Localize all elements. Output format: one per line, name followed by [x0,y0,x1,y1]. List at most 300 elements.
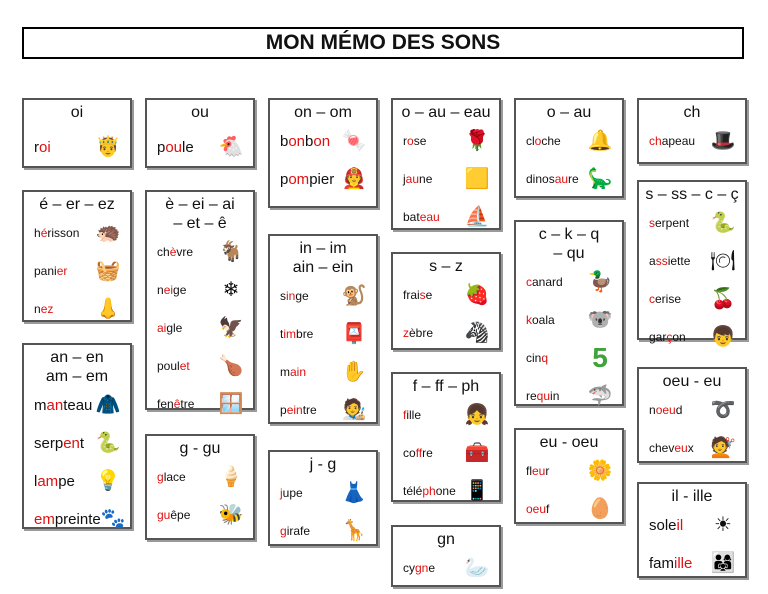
example-word [280,524,310,538]
example-word [280,289,309,303]
example-word [403,210,440,224]
dinosaur-icon: 🦕 [587,168,613,190]
sound-letters: em [34,510,55,528]
example-word [526,134,561,148]
sound-letters: q [541,351,549,365]
sound-letters: ch [649,134,662,148]
example-word [526,351,548,365]
sun-icon: ☀ [714,514,732,536]
sound-card-f-ff-ph [391,372,501,502]
word-letters: êpe [170,508,191,522]
sound-letters: ein [286,403,303,417]
cherry-icon: 🍒 [710,288,736,310]
word-letters: t [79,434,85,452]
example-word [157,359,190,373]
sound-heading: eu - oeu [539,434,599,451]
rose-icon: 🌹 [464,130,490,152]
sound-letters: et [179,359,190,373]
example-word [157,397,194,411]
sound-heading: ch [683,104,701,121]
example-word [280,403,317,417]
example-row [147,271,253,309]
word-letters: p [280,403,287,417]
flower-icon: 🌼 [587,460,613,482]
sound-letters: il [676,516,684,534]
example-row [393,276,499,314]
example-row [639,280,745,318]
word-letters: tre [180,397,195,411]
chest-icon: 🧰 [464,442,490,464]
word-letters: pe [58,472,75,490]
word-letters: x [687,441,694,455]
sound-letters: eu [532,464,546,478]
example-word [403,408,421,422]
goat-icon: 🐐 [218,241,244,263]
example-word [649,441,694,455]
example-row [393,549,499,587]
word-letters: a [649,254,656,268]
example-row [393,122,499,160]
hat-icon: 🎩 [710,130,736,152]
hair-icon: 💇 [710,437,736,459]
example-row [24,462,130,500]
sound-card-in-im [268,234,378,424]
hedgehog-icon: 🦔 [95,222,121,244]
boy-icon: 👦 [710,326,736,348]
sound-card-oi [22,98,132,168]
example-word [157,139,194,156]
duck-icon: 🦆 [587,271,613,293]
word-letters: ille [406,408,422,422]
sound-heading: o – au [546,104,592,121]
example-row [24,386,130,424]
word-letters: erise [655,292,682,306]
sound-card-on-om [268,98,378,208]
example-row [393,396,499,434]
word-letters: frai [403,288,420,302]
example-row [639,544,745,582]
word-letters: m [280,365,290,379]
sound-letters: j [280,486,283,500]
sound-card-s-z [391,252,501,350]
word-letters: p [280,170,289,188]
sound-letters: ille [674,554,693,572]
ice-cream-icon: 🍦 [218,466,244,488]
sound-heading: o – au – eau [401,104,491,121]
sound-heading: f – ff – ph [412,378,480,395]
word-letters: chev [649,441,675,455]
sound-heading: gn [437,531,455,548]
example-word [403,172,432,186]
example-word [403,484,456,498]
word-letters: e [425,288,433,302]
girl-icon: 👧 [464,404,490,426]
word-letters: lace [163,470,186,484]
word-letters: d [675,403,683,417]
example-word [649,216,689,230]
example-word [526,313,555,327]
word-letters: serp [34,434,64,452]
word-letters: vre [176,245,194,259]
sound-letters: qu [536,389,551,403]
koala-icon: 🐨 [587,309,613,331]
word-letters: one [435,484,456,498]
sound-letters: im [283,327,297,341]
sound-letters: en [63,434,80,452]
word-letters: co [403,446,416,460]
sound-letters: è [169,245,177,259]
sound-heading: ou [191,104,209,121]
coat-icon: 🧥 [95,394,121,416]
example-row [639,204,745,242]
example-word [526,172,579,186]
roast-chicken-icon: 🍗 [218,355,244,377]
word-letters: télé [403,484,423,498]
sound-letters: ph [422,484,436,498]
sound-card-il-ille [637,482,747,578]
word-letters: on [672,330,686,344]
word-letters: irafe [286,524,311,538]
sound-letters: g [280,524,287,538]
sound-letters: au [554,172,569,186]
example-word [280,133,330,150]
example-row [639,242,745,280]
word-letters: bat [403,210,420,224]
sound-card-c-k-q [514,220,624,406]
example-word [34,264,67,278]
sound-heading: oeu - eu [662,373,722,390]
king-icon: 🤴 [95,136,121,158]
example-word [649,330,686,344]
example-row [516,377,622,415]
example-row [147,385,253,423]
example-word [403,446,433,460]
example-word [526,502,549,516]
example-word [157,245,193,259]
candy-icon: 🍬 [341,130,367,152]
word-letters: sole [649,516,677,534]
sound-letters: oi [39,138,51,156]
word-letters: bre [296,327,314,341]
word-letters: j [403,172,406,186]
example-row [270,391,376,429]
sound-heading: on – om [294,104,352,121]
sound-letters: gu [157,508,171,522]
sound-card-o-au [514,98,624,198]
example-row [270,512,376,550]
example-word [34,397,92,414]
sound-letters: eau [419,210,440,224]
word-letters: p [157,138,166,156]
example-row [516,122,622,160]
sound-letters: g [157,470,164,484]
word-letters: che [541,134,561,148]
sound-letters: s [419,288,426,302]
example-row [639,318,745,356]
sound-card-an-en [22,343,132,529]
example-row [147,496,253,534]
word-letters: re [422,446,433,460]
word-letters: anard [532,275,563,289]
giraffe-icon: 🦒 [341,520,367,542]
word-letters: le [182,138,194,156]
swan-icon: 🦢 [464,557,490,579]
example-word [403,288,432,302]
example-word [157,470,186,484]
word-letters: preinte [54,510,101,528]
word-letters: fl [526,464,532,478]
sound-letters: on [313,132,331,150]
example-word [157,321,182,335]
word-letters: n [157,283,164,297]
sound-letters: ei [163,283,174,297]
example-word [526,389,559,403]
example-row [639,506,745,544]
word-letters: ge [295,289,309,303]
sound-letters: ff [415,446,423,460]
sound-card-eu-oeu [514,428,624,524]
example-row [639,429,745,467]
example-row [270,160,376,198]
word-letters: l [34,472,38,490]
sound-card-e-er-ez [22,190,132,322]
example-row [639,391,745,429]
sound-letters: om [288,170,310,188]
yellow-swatch-icon: 🟨 [464,168,490,190]
word-letters: h [34,226,41,240]
window-icon: 🪟 [218,393,244,415]
sound-letters: z [403,326,409,340]
sound-card-ou [145,98,255,168]
sound-card-ch [637,98,747,164]
paw-print-icon: 🐾 [100,508,126,530]
word-letters: r [545,464,550,478]
example-word [280,486,303,500]
example-word [280,171,334,188]
sound-letters: ou [165,138,183,156]
example-row [516,160,622,198]
boat-icon: ⛵ [464,206,490,228]
word-letters: gle [166,321,183,335]
sound-heading: é – er – ez [39,196,115,213]
sound-card-e-ei-ai [145,190,255,415]
basket-icon: 🧺 [95,260,121,282]
word-letters: in [550,389,560,403]
egg-icon: 🥚 [587,498,613,520]
word-letters: t [280,327,284,341]
example-row [147,128,253,166]
sound-letters: ê [173,397,181,411]
word-letters: ch [157,245,170,259]
sound-letters: o [407,134,414,148]
sound-heading: g - gu [179,440,221,457]
hand-icon: ✋ [341,361,367,383]
example-word [34,473,75,490]
number-five-icon: 5 [592,342,608,373]
word-letters: ge [173,283,187,297]
sound-letters: eu [674,441,688,455]
page-title: MON MÉMO DES SONS [22,27,744,59]
word-letters: e [428,561,436,575]
example-word [34,302,53,316]
example-word [403,326,433,340]
example-row [270,315,376,353]
sound-letters: s [649,216,655,230]
example-row [516,339,622,377]
example-row [393,160,499,198]
sound-letters: gn [415,561,429,575]
sound-letters: ai [157,321,167,335]
sound-letters: ez [40,302,54,316]
example-row [24,500,130,538]
word-letters: re [568,172,579,186]
monkey-icon: 🐒 [341,285,367,307]
example-word [34,139,51,156]
sound-letters: é [40,226,48,240]
example-row [24,252,130,290]
word-letters: n [34,302,41,316]
example-word [649,517,683,534]
example-row [24,424,130,462]
snake-icon: 🐍 [95,432,121,454]
sound-letters: in [286,289,296,303]
family-icon: 👨‍👩‍👧 [710,552,736,574]
sound-letters: au [405,172,420,186]
sound-heading: an – en am – em [45,349,109,385]
example-word [280,327,313,341]
sound-heading: j - g [309,456,337,473]
word-letters: b [280,132,289,150]
sound-card-o-au-eau [391,98,501,230]
example-word [526,464,549,478]
shark-icon: 🦈 [587,385,613,407]
example-word [403,561,435,575]
word-letters: gar [649,330,667,344]
example-word [34,511,101,528]
knot-icon: ➰ [710,399,736,421]
painter-icon: 🧑‍🎨 [341,399,367,421]
word-letters: fen [157,397,174,411]
eagle-icon: 🦅 [218,317,244,339]
word-letters: upe [282,486,303,500]
example-row [147,233,253,271]
plate-icon: 🍽 [710,250,736,272]
word-letters: risson [47,226,80,240]
example-row [393,434,499,472]
word-letters: n [649,403,656,417]
word-letters: dinos [526,172,555,186]
example-word [649,403,682,417]
word-letters: pier [309,170,335,188]
sound-letters: am [37,472,59,490]
example-word [649,292,681,306]
word-letters: re [526,389,537,403]
example-row [516,301,622,339]
example-row [270,353,376,391]
word-letters: fam [649,554,675,572]
sound-card-g-gu [145,434,255,540]
example-row [24,214,130,252]
word-letters: b [305,132,314,150]
hen-icon: 🐔 [218,136,244,158]
word-letters: cin [526,351,542,365]
lamp-icon: 💡 [95,470,121,492]
snake-icon: 🐍 [710,212,736,234]
example-word [34,435,84,452]
example-word [649,254,690,268]
sound-heading: s – z [429,258,463,275]
sound-letters: ss [655,254,668,268]
example-row [147,458,253,496]
stamp-icon: 📮 [341,323,367,345]
sound-heading: c – k – q – qu [538,226,600,262]
example-row [393,314,499,352]
example-word [649,555,692,572]
sound-letters: o [534,134,542,148]
word-letters: èbre [409,326,434,340]
word-letters: cl [526,134,535,148]
example-word [649,134,695,148]
word-letters: apeau [661,134,696,148]
word-letters: teau [63,396,93,414]
wasp-icon: 🐝 [218,504,244,526]
word-letters: iette [667,254,691,268]
example-row [270,474,376,512]
zebra-icon: 🦓 [464,322,490,344]
example-word [157,283,186,297]
sound-letters: oeu [655,403,676,417]
sound-letters: er [56,264,68,278]
phone-icon: 📱 [464,480,490,502]
example-row [24,128,130,166]
example-row [24,290,130,328]
example-row [516,263,622,301]
sound-heading: in – im ain – ein [292,240,354,276]
word-letters: poul [157,359,180,373]
word-letters: s [280,289,286,303]
sound-card-gn [391,525,501,587]
word-letters: r [34,138,39,156]
example-row [393,198,499,236]
strawberry-icon: 🍓 [464,284,490,306]
girl-skirt-icon: 👗 [341,482,367,504]
sound-card-s-ss-c [637,180,747,348]
sound-card-oeu-eu [637,367,747,463]
example-word [157,508,190,522]
word-letters: f [546,502,550,516]
example-row [147,309,253,347]
sound-heading: è – ei – ai – et – ê [165,196,235,232]
sound-card-j-g [268,450,378,546]
example-row [516,490,622,528]
word-letters: oala [532,313,555,327]
word-letters: tre [302,403,317,417]
firefighter-icon: 🧑‍🚒 [341,168,367,190]
sound-heading: s – ss – c – ç [645,186,739,203]
sound-letters: ç [666,330,673,344]
example-word [280,365,306,379]
nose-icon: 👃 [95,298,121,320]
sound-heading: oi [70,104,84,121]
sound-letters: ain [290,365,307,379]
example-word [526,275,563,289]
word-letters: m [34,396,47,414]
example-row [270,277,376,315]
sound-letters: f [403,408,407,422]
example-row [516,452,622,490]
word-letters: erpent [655,216,690,230]
word-letters: se [413,134,427,148]
